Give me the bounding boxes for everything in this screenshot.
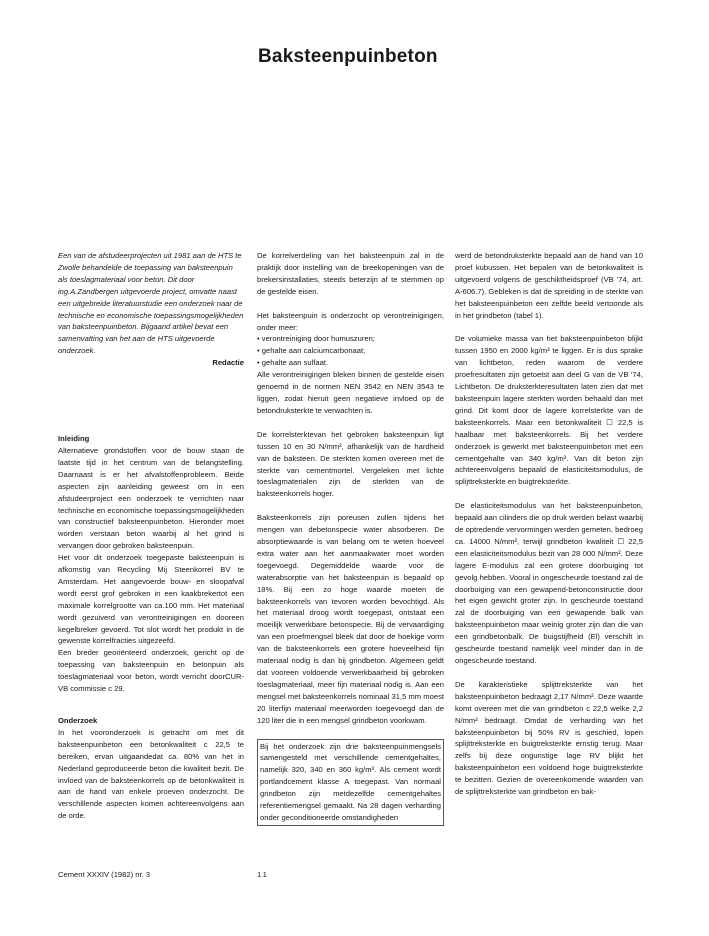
list-item: • gehalte aan sulfaat.: [257, 357, 444, 369]
section-heading-onderzoek: Onderzoek: [58, 716, 98, 725]
page-number: 11: [257, 870, 269, 879]
paragraph: Alle verontreinigingen bleken binnen de gestelde eisen genoemd in de normen NEN 3542 en NEN 3543 te liggen, zodat hieruit geen negatieve invloed op de betondruksterkte te verwachten is.: [257, 370, 444, 415]
paragraph: De korrelverdeling van het baksteenpuin zal in de praktijk door instelling van de breekopeningen van de brekersinstallaties, steeds beterzijn af te stemmen op de gestelde eisen.: [257, 251, 444, 296]
paragraph: Baksteenkorrels zijn poreusen zullen tijdens het mengen van debetonspecie water absorberen. De absorptiewaarde is van belang om te weten hoeveel extra water aan het aanmaakwater moet worden toegevoegd. Degemiddelde waarde voor de waterabsorptie van het baksteenpuin is bepaald op 18%. Bij een zo hoge waarde moeten de baksteenkorrels van tevoren worden bevochtigd. Als het materiaal droog wordt toegepast, ontstaat een moeilijk verwerkbare betonspecie. Bij de vervaardiging van een proefmengsel bleek dat door de hoekige vorm van de baksteenkorrels een grotere hoeveelheid fijn materiaal nodig is dan bij grindbeton. Algemeen geldt dat vooreen voldoende verwerkbaarheid bij gebroken toeslagmateriaal, meer fijn materiaal nodig is. Aan een mengsel met baksteenkorrels nominaal 31,5 mm moest 20 literfijn materiaal meerworden toegevoegd dan de 120 liter die in een mengsel grindbeton voorkwam.: [257, 513, 444, 725]
journal-footer: Cement XXXIV (1982) nr. 3: [58, 870, 151, 879]
list-item: • gehalte aan calciumcarbonaat;: [257, 345, 444, 357]
boxed-paragraph: Bij het onderzoek zijn drie baksteenpuinmengsels samengesteld met verschillende cementgehaltes, namelijk 320, 340 en 360 kg/m³. Als cement wordt portlandcement klasse A toegepast. Van normaal grindbeton zijn metdezelfde cementgehaltes referentiemengsel gemaakt. Na 28 dagen verharding onder geconditioneerde omstandigheden: [257, 739, 444, 826]
paragraph: De karakteristieke splijttreksterkte van het baksteenpuinbeton bedraagt 2,17 N/mm². Deze waarde komt overeen met die van grindbeton c 22,5 welke 2,2 N/mm² bedraagt. Omdat de verharding van het baksteenpuinbeton bij 50% RV is geschied, lopen splijttreksterkte en buigtreksterkte ernstig terug. Maar zelfs bij deze ongunstige lage RV blijkt het baksteenpuinbeton een voldoend hoge buigtreksterkte te bezitten. Gezien de overeenkomende waarden van de splijttreksterkte van grindbeton en bak-: [455, 679, 643, 797]
paragraph: Een breder georiënteerd onderzoek, gericht op de toepassing van baksteenpuin en betonpuin als toeslagmateriaal voor beton, wordt verricht doorCUR-VB commissie c 29.: [58, 648, 244, 694]
paragraph: Het baksteenpuin is onderzocht op verontreinigingen, onder meer:: [257, 310, 444, 332]
paragraph: De korrelsterktevan het gebroken baksteenpuin ligt tussen 10 en 30 N/mm², afhankelijk van de hardheid van de baksteen. De sterkten komen overeen met de sterkte van cementmortel. Vergeleken met lichte toeslagmaterialen zijn de sterkten van de baksteenkorrels hoger.: [257, 429, 444, 499]
bullet-list: [257, 333, 444, 369]
section-heading-inleiding: Inleiding: [58, 434, 90, 444]
paragraph: werd de betondruksterkte bepaald aan de hand van 10 proef kubussen. Het bepalen van de betonkwaliteit is uitgevoerd volgens de geschiktheidsproef (VB '74, art. A-606.7). Gebleken is dat de spreiding in de sterkte van het baksteenpuinbeton een zelfde beeld vertoonde als in het grindbeton (tabel 1).: [455, 251, 643, 320]
credit-text: Redactie: [212, 358, 244, 368]
paragraph: De elasticiteitsmodulus van het baksteenpuinbeton, bepaald aan cilinders die op druk werden belast waarbij de optredende vervormingen werden gemeten, bedroeg ca. 14000 N/mm², terwijl grindbeton kwaliteit ☐ 22,5 een elasticiteitsmodulus bezit van 28 000 N/mm². Deze lagere E-modulus zal een grotere doorbuiging tot gevolg hebben. Vooral in ongescheurde toestand zal de doorbuiging van een gewapend-betonconstructie door het eigen gewicht groter zijn. In gescheurde toestand zal de doorbuiging van een gewapende balk van baksteenpuinbeton maar weinig groter zijn dan die van een grindbetonbalk. De buigstijfheid (El) verschilt in gescheurde toestand namelijk veel minder dan in de ongescheurde toestand.: [455, 501, 643, 665]
column-1: [58, 250, 244, 822]
paragraph: De volumieke massa van het baksteenpuinbeton blijkt tussen 1950 en 2000 kg/m³ te liggen. Er is dus sprake van lichtbeton, reden waarom de verdere proefresultaten zijn getoetst aan deel G van de VB '74, Lichtbeton. De druksterkteresultaten laten zien dat met baksteenpuin lagere sterkten worden behaald dan met grind. Dit komt door de lagere korrelsterkte van de baksteenkorrels. Maar een betonkwaliteit ☐ 22,5 is haalbaar met baksteenkorrels. Bij het verdere onderzoek is gewerkt met baksteenpuinbeton met een cementgehalte van 340 kg/m³. Van dit beton zijn achtereenvolgens bepaald de elasticiteitsmodulus, de splijttreksterkte en buigtreksterkte.: [455, 334, 643, 487]
paragraph: Het voor dit onderzoek toegepaste baksteenpuin is afkomstig van Recycling Mij Steenkorrel BV te Amsterdam. Het aangevoerde bouw- en sloopafval wordt eerst grof gebroken in een kaakbrekertot een maximale korrelgrootte van ca.100 mm. Het materiaal wordt gezuiverd van verontreinigingen en dooreen kegelbreker gevoerd. Tot slot wordt het produkt in de gewenste korrelfracties uitgezeefd.: [58, 553, 244, 646]
paragraph: In het vooronderzoek is getracht om met dit baksteenpuinbeton een betonkwaliteit c 22,5 te bereiken, ervan uitgaandedat ca. 80% van het in Nederland geproduceerde beton die kwaliteit bezit. De invloed van de baksteenkorrels op de betonkwaliteit is aan de hand van enkele proeven onderzocht. De verschillende aspecten komen achtereenvolgens aan de orde.: [58, 727, 244, 821]
article-title: Baksteenpuinbeton: [258, 46, 438, 67]
intro-text: Een van de afstudeerprojecten uit 1981 aan de HTS te Zwolle behandelde de toepassing van baksteenpuin als toeslagmateriaal voor beton. Dit door ing.A.Zandbergen uitgevoerde project, omvatte naast een uitgebreide literatuurstudie een onderzoek naar de technische en economische toepassingsmogelijkheden van baksteenpuinbeton. Bijgaand artikel bevat een samenvatting van het aan de HTS uitgevoerde onderzoek.: [58, 251, 244, 356]
list-item: • verontreiniging door humuszuren;: [257, 333, 444, 345]
column-2: [257, 250, 444, 826]
column-3: [455, 250, 643, 798]
paragraph: Alternatieve grondstoffen voor de bouw staan de laatste tijd in het centrum van de belangstelling. Daarnaast is er het afvalstoffenprobleem. Beide aspecten zijn aanleiding geweest om in een afstudeerproject een onderzoek te verrichten naar technische en economische toepassingsmogelijkheden van constructief baksteenpuinbeton. Hieronder moet worden verstaan beton waarbij al het grind is vervangen door gebroken baksteenpuin.: [58, 445, 244, 551]
